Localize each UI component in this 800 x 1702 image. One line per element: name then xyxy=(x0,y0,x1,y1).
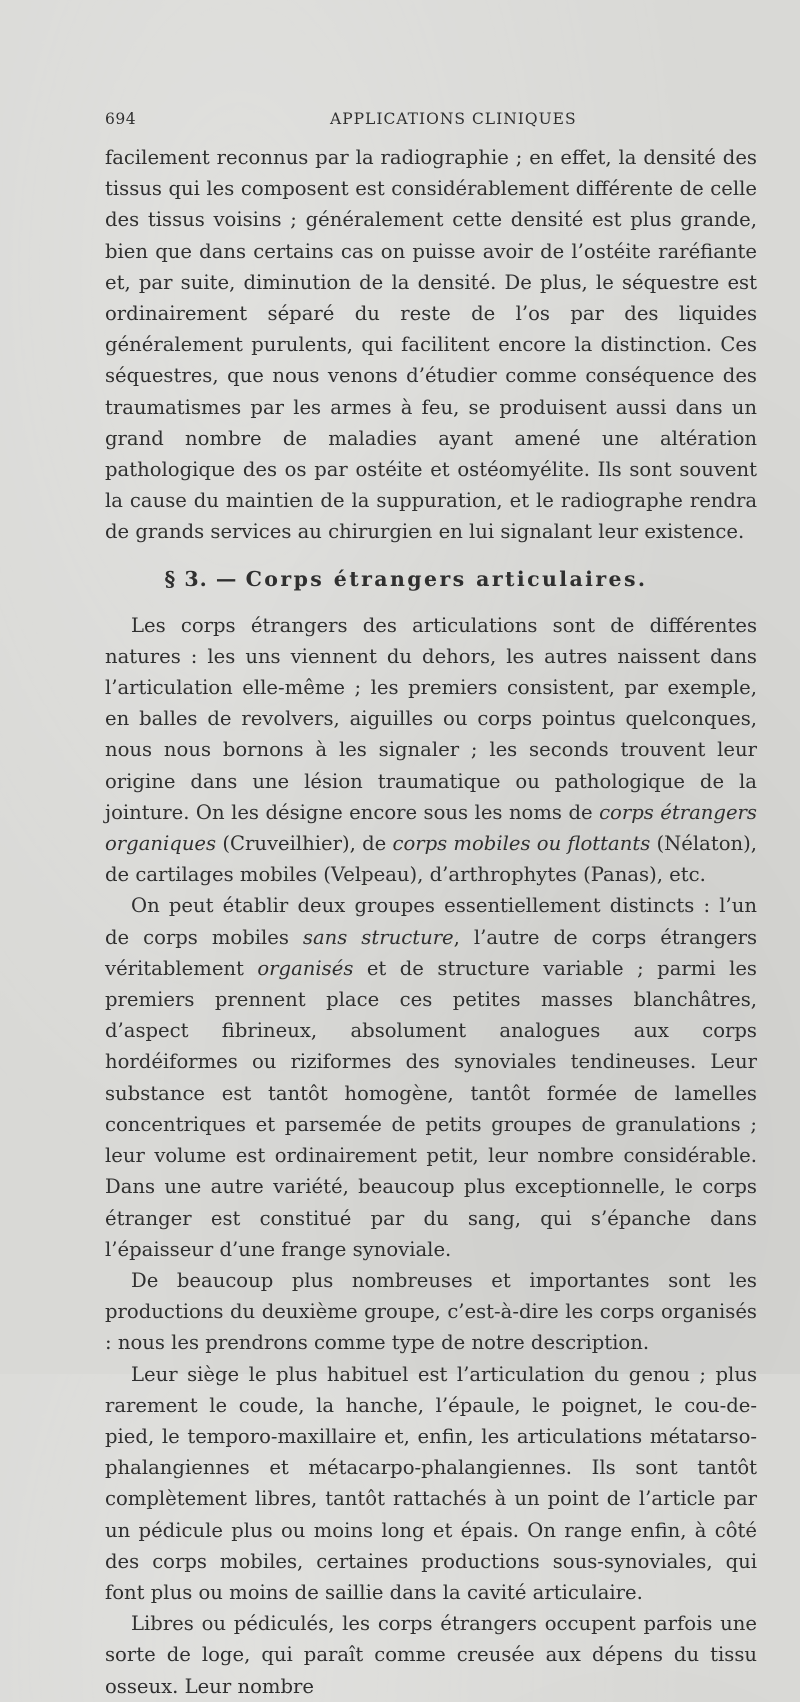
paragraph-4: De beaucoup plus nombreuses et importantes sont les productions du deuxième groupe, c’est-à-dire les corps organisés : nous les prendrons comme type de notre description. xyxy=(105,1268,757,1355)
paragraph-3 xyxy=(105,890,757,1264)
paragraph-3-italic-b: organisés xyxy=(257,956,354,980)
section-number: § 3. — xyxy=(164,566,246,591)
paragraph-6: Libres ou pédiculés, les corps étrangers occupent parfois une sorte de loge, qui paraît comme creusée aux dépens du tissu osseux. Leur nombre xyxy=(105,1612,757,1698)
paragraph-3-italic-a: sans structure xyxy=(302,925,454,949)
body-text xyxy=(105,142,757,1702)
paragraph-2-text-b: (Cruveilhier), de xyxy=(216,832,393,856)
paragraph-2-italic-b: corps mobiles ou flottants xyxy=(392,832,651,856)
paragraph-2 xyxy=(105,610,757,891)
page-number: 694 xyxy=(105,110,137,128)
paragraph-2-text-a: Les corps étrangers des articulations sont de différentes natures : les uns viennent du dehors, les autres naissent dans l’articulation elle-même ; les premiers consistent, par exemple, en balles de revolvers, aiguilles ou corps pointus quelconques, nous nous bornons à les signaler ; les seconds trouvent leur origine dans une lésion traumatique ou pathologique de la jointure. On les désigne encore sous les noms de xyxy=(105,613,757,824)
paragraph-3-text-c: et de structure variable ; parmi les premiers prennent place ces petites masses blanchâtres, d’aspect fibrineux, absolument analogues aux corps hordéiformes ou riziformes des synoviales tendineuses. Leur substance est tantôt homogène, tantôt formée de lamelles concentriques et parsemée de petits groupes de granulations ; leur volume est ordinairement petit, leur nombre considérable. Dans une autre variété, beaucoup plus exceptionnelle, le corps étranger est constitué par du sang, qui s’épanche dans l’épaisseur d’une frange synoviale. xyxy=(105,956,757,1261)
section-heading xyxy=(105,548,757,610)
paragraph-3-text-a: On peut établir deux groupes essentiellement distincts : l’un de corps mobiles xyxy=(105,894,757,949)
paragraph-3-text-b: , l’autre de corps étrangers véritablement xyxy=(105,925,757,980)
paragraph-2-italic-a: corps étrangers organiques xyxy=(105,800,757,856)
paragraph-5: Leur siège le plus habituel est l’articulation du genou ; plus rarement le coude, la hanche, l’épaule, le poignet, le cou-de-pied, le temporo-maxillaire et, enfin, les articulations métatarso-phalangiennes et métacarpo-phalangiennes. Ils sont tantôt complètement libres, tantôt rattachés à un point de l’article par un pédicule plus ou moins long et épais. On range enfin, à côté des corps mobiles, certaines productions sous-synoviales, qui font plus ou moins de saillie dans la cavité articulaire. xyxy=(105,1362,757,1604)
running-head xyxy=(105,110,757,132)
paragraph-2-text-c: (Nélaton), de cartilages mobiles (Velpeau), d’arthrophytes (Panas), etc. xyxy=(105,832,757,887)
paragraph-1: facilement reconnus par la radiographie ; en effet, la densité des tissus qui les composent est considérablement différente de celle des tissus voisins ; généralement cette densité est plus grande, bien que dans certains cas on puisse avoir de l’ostéite raréfiante et, par suite, diminution de la densité. De plus, le séquestre est ordinairement séparé du reste de l’os par des liquides généralement purulents, qui facilitent encore la distinction. Ces séquestres, que nous venons d’étudier comme conséquence des traumatismes par les armes à feu, se produisent aussi dans un grand nombre de maladies ayant amené une altération pathologique des os par ostéite et ostéomyélite. Ils sont souvent la cause du maintien de la suppuration, et le radiographe rendra de grands services au chirurgien en lui signalant leur existence. xyxy=(105,146,757,544)
running-title: APPLICATIONS CLINIQUES xyxy=(330,110,577,128)
section-title: Corps étrangers articulaires. xyxy=(245,566,648,591)
